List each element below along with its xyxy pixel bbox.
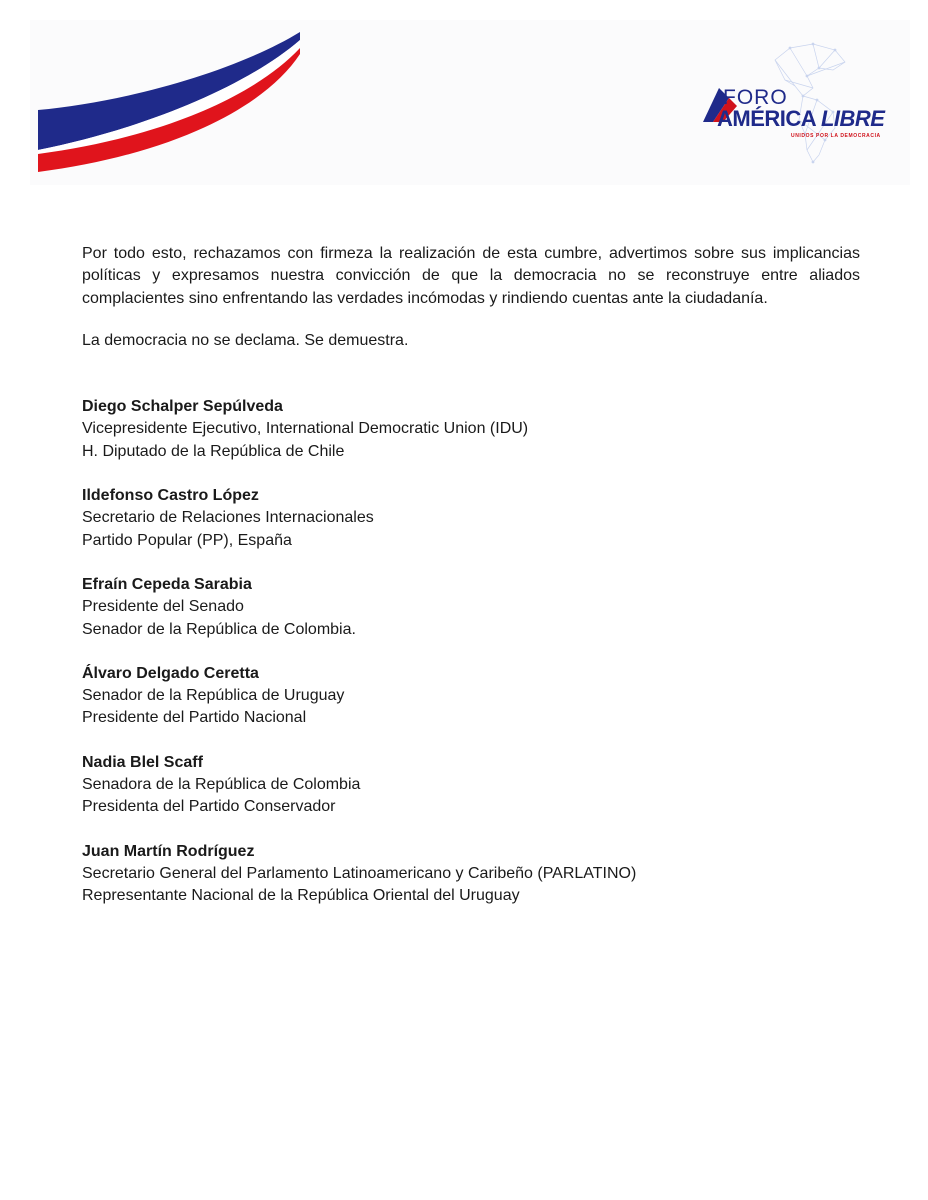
signatory-name: Juan Martín Rodríguez (82, 842, 255, 860)
signatory-block (82, 663, 860, 730)
signatories-list (82, 396, 860, 907)
statement-paragraph: Por todo esto, rechazamos con firmeza la realización de esta cumbre, advertimos sobre sus implicancias políticas y expresamos nuestra convicción de que la democracia no se reconstruye entre aliados complacientes sino enfrentando las verdades incómodas y rindiendo cuentas ante la ciudadanía. (82, 245, 860, 307)
signatory-name: Álvaro Delgado Ceretta (82, 664, 259, 682)
signatory-title: Presidenta del Partido Conservador (82, 798, 336, 816)
signatory-name: Efraín Cepeda Sarabia (82, 575, 252, 593)
signatory-title: H. Diputado de la República de Chile (82, 442, 345, 460)
signatory-block (82, 752, 860, 819)
signatory-title: Senadora de la República de Colombia (82, 776, 361, 794)
logo-word-america (717, 106, 884, 132)
signatory-title: Senador de la República de Uruguay (82, 687, 345, 705)
signatory-title: Secretario de Relaciones Internacionales (82, 509, 374, 527)
signatory-block (82, 574, 860, 641)
flag-swoosh-graphic (38, 30, 308, 175)
closing-line: La democracia no se declama. Se demuestra. (82, 331, 409, 349)
logo-libre-text: LIBRE (820, 106, 885, 131)
signatory-title: Partido Popular (PP), España (82, 531, 292, 549)
signatory-title: Vicepresidente Ejecutivo, International Democratic Union (IDU) (82, 420, 529, 438)
signatory-block (82, 841, 860, 908)
letter-body (82, 243, 860, 930)
signatory-title: Secretario General del Parlamento Latinoamericano y Caribeño (PARLATINO) (82, 864, 637, 882)
logo-america-text: AMÉRICA (717, 106, 816, 131)
signatory-block (82, 485, 860, 552)
signatory-name: Diego Schalper Sepúlveda (82, 398, 283, 416)
signatory-name: Nadia Blel Scaff (82, 753, 203, 771)
signatory-title: Presidente del Senado (82, 598, 244, 616)
signatory-block (82, 396, 860, 463)
logo-tagline: UNIDOS POR LA DEMOCRACIA (791, 133, 881, 139)
signatory-name: Ildefonso Castro López (82, 487, 259, 505)
signatory-title: Representante Nacional de la República Oriental del Uruguay (82, 887, 520, 905)
signatory-title: Presidente del Partido Nacional (82, 709, 307, 727)
signatory-title: Senador de la República de Colombia. (82, 620, 356, 638)
logo-word-foro: FORO (723, 86, 788, 109)
foro-america-libre-logo (695, 40, 895, 170)
